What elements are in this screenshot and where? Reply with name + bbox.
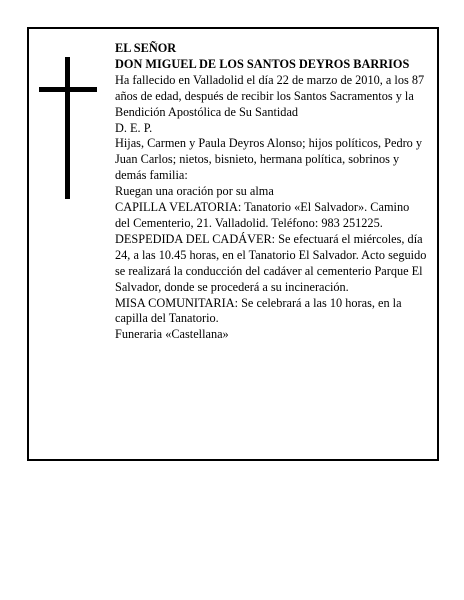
- farewell-info: DESPEDIDA DEL CADÁVER: Se efectuará el miércoles, día 24, a las 10.45 horas, en el Tanatorio El Salvador. Acto seguido se realizará la conducción del cadáver al cementerio Parque El Salvador, donde se procederá a su incineración.: [115, 231, 427, 294]
- funeral-home: Funeraria «Castellana»: [115, 327, 229, 342]
- obituary-text: [115, 41, 427, 343]
- rip-line: D. E. P.: [115, 120, 153, 135]
- prayer-request: Ruegan una oración por su alma: [115, 184, 274, 199]
- title-line-1: EL SEÑOR: [115, 41, 177, 55]
- family-list: Hijas, Carmen y Paula Deyros Alonso; hijos políticos, Pedro y Juan Carlos; nietos, bisnieto, hermana política, sobrinos y demás familia:: [115, 136, 423, 183]
- deceased-name: DON MIGUEL DE LOS SANTOS DEYROS BARRIOS: [115, 56, 410, 71]
- cross-vertical-bar: [65, 57, 70, 199]
- cross-horizontal-bar: [39, 87, 97, 92]
- death-announcement: Ha fallecido en Valladolid el día 22 de marzo de 2010, a los 87 años de edad, después de recibir los Santos Sacramentos y la Bendición Apostólica de Su Santidad: [115, 72, 425, 119]
- obituary-notice: [27, 27, 439, 461]
- cross-icon: [39, 57, 97, 199]
- mass-info: MISA COMUNITARIA: Se celebrará a las 10 horas, en la capilla del Tanatorio.: [115, 295, 402, 326]
- wake-chapel-info: CAPILLA VELATORIA: Tanatorio «El Salvador». Camino del Cementerio, 21. Valladolid. Teléfono: 983 251225.: [115, 200, 410, 230]
